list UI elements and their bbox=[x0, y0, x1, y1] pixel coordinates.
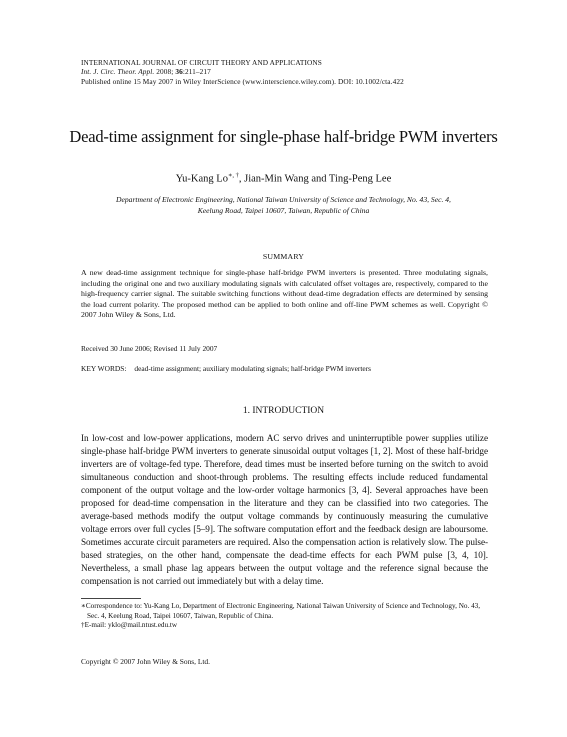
keywords-text: dead-time assignment; auxiliary modulating signals; half-bridge PWM inverters bbox=[134, 364, 372, 373]
keywords-line bbox=[81, 364, 488, 373]
section-heading: 1. INTRODUCTION bbox=[242, 406, 325, 416]
journal-pages: :211–217 bbox=[182, 67, 211, 77]
footnote-divider bbox=[81, 598, 141, 599]
author-names-rest: , Jian-Min Wang and Ting-Peng Lee bbox=[238, 173, 392, 185]
journal-header bbox=[81, 58, 501, 86]
author-name: Yu-Kang Lo bbox=[175, 173, 228, 185]
author-list bbox=[60, 169, 507, 186]
journal-citation bbox=[81, 67, 501, 76]
abstract-text: A new dead-time assignment technique for single-phase half-bridge PWM inverters is presented. Three modulating signals, including the original one and two auxiliary modulating signals with calculated offset voltages are, respectively, compared to the high-frequency carrier signal. The suitable switching functions without dead-time degradation effects are determined by sensing the load current polarity. The proposed method can be applied to both online and off-line PWM schemes as well. Copyright © 2007 John Wiley & Sons, Ltd. bbox=[81, 268, 488, 319]
footnotes bbox=[81, 602, 488, 631]
footnote-email: †E-mail: yklo@mail.ntust.edu.tw bbox=[81, 621, 178, 630]
footnote-correspondence: ∗Correspondence to: Yu-Kang Lo, Department of Electronic Engineering, National Taiwan University of Science and Technology, No. 43, Sec. 4, Keelung Road, Taipei 10607, Taiwan, Republic of China. bbox=[81, 602, 481, 620]
author-footnote-marks: ∗, † bbox=[227, 172, 239, 179]
journal-volume: 36 bbox=[175, 67, 183, 77]
affiliation bbox=[80, 194, 487, 216]
summary-heading: SUMMARY bbox=[262, 252, 305, 261]
journal-name: INTERNATIONAL JOURNAL OF CIRCUIT THEORY AND APPLICATIONS bbox=[81, 58, 322, 67]
introduction-text: In low-cost and low-power applications, modern AC servo drives and uninterruptible power supplies utilize single-phase half-bridge PWM inverters to generate sinusoidal output voltages [1, 2]. Most of these half-bridge inverters are of voltage-fed type. Therefore, dead times must be inserted before turning on the switch to avoid simultaneous conduction and shoot-through problems. The resulting effects include reduced fundamental component of the output voltage and the low-order voltage harmonics [3, 4]. Several approaches have been proposed for dead-time compensation in the literature and they can be classified into two categories. The average-based methods modify the output voltage commands by continuously measuring the cumulative voltage errors over full cycles [5–9]. The software computation effort and the feedback design are laboursome. Sometimes accurate circuit parameters are required. Also the compensation action is relatively slow. The pulse-based strategies, on the other hand, compensate the dead-time effects for each PWM pulse [3, 4, 10]. Nevertheless, a small phase lag appears between the output voltage and the reference signal because the compensation is not carried out immediately but with a delay time. bbox=[81, 433, 488, 586]
journal-year: 2008; bbox=[156, 67, 176, 77]
journal-published: Published online 15 May 2007 in Wiley InterScience (www.interscience.wiley.com). DOI: 10.1002/cta.422 bbox=[81, 76, 404, 86]
journal-abbrev: Int. J. Circ. Theor. Appl. bbox=[81, 67, 155, 77]
paper-title: Dead-time assignment for single-phase half-bridge PWM inverters bbox=[69, 127, 498, 146]
copyright-footer: Copyright © 2007 John Wiley & Sons, Ltd. bbox=[81, 657, 210, 666]
keywords-label: KEY WORDS: bbox=[81, 364, 127, 373]
affiliation-line: Department of Electronic Engineering, National Taiwan University of Science and Technology, No. 43, Sec. 4, bbox=[116, 195, 451, 204]
received-dates: Received 30 June 2006; Revised 11 July 2007 bbox=[81, 344, 218, 353]
affiliation-line: Keelung Road, Taipei 10607, Taiwan, Republic of China bbox=[197, 206, 370, 215]
